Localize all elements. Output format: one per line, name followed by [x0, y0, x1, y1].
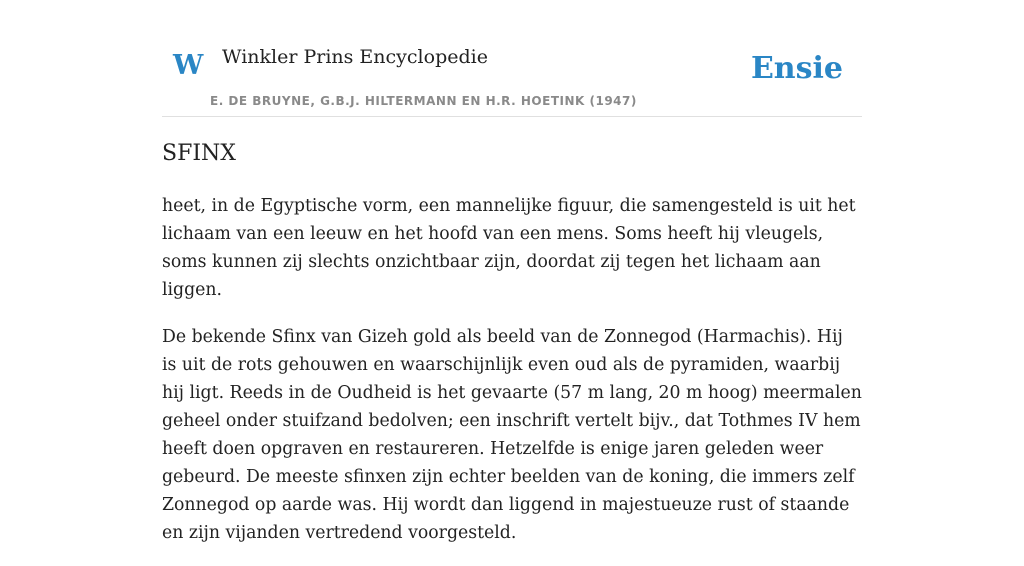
- winkler-prins-logo[interactable]: W: [173, 50, 204, 81]
- site-header: [162, 0, 862, 117]
- article-title: SFINX: [162, 141, 236, 166]
- article-paragraph: heet, in de Egyptische vorm, een mannelijke figuur, die samengesteld is uit het lichaam van een leeuw en het hoofd van een mens. Soms heeft hij vleugels, soms kunnen zij slechts onzichtbaar zijn, doordat zij tegen het lichaam aan liggen.: [162, 196, 856, 300]
- article-body: [162, 192, 862, 566]
- site-title[interactable]: Winkler Prins Encyclopedie: [222, 46, 488, 68]
- ensie-logo[interactable]: Ensie: [750, 51, 843, 86]
- article-paragraph: De bekende Sfinx van Gizeh gold als beeld van de Zonnegod (Harmachis). Hij is uit de rots gehouwen en waarschijnlijk even oud als de pyramiden, waarbij hij ligt. Reeds in de Oudheid is het gevaarte (57 m lang, 20 m hoog) meermalen geheel onder stuifzand bedolven; een inschrift vertelt bijv., dat Tothmes IV hem heeft doen opgraven en restaureren. Hetzelfde is enige jaren geleden weer gebeurd. De meeste sfinxen zijn echter beelden van de koning, die immers zelf Zonnegod op aarde was. Hij wordt dan liggend in majestueuze rust of staande en zijn vijanden vertredend voorgesteld.: [162, 327, 862, 543]
- authors-credit: E. DE BRUYNE, G.B.J. HILTERMANN EN H.R. HOETINK (1947): [210, 94, 637, 108]
